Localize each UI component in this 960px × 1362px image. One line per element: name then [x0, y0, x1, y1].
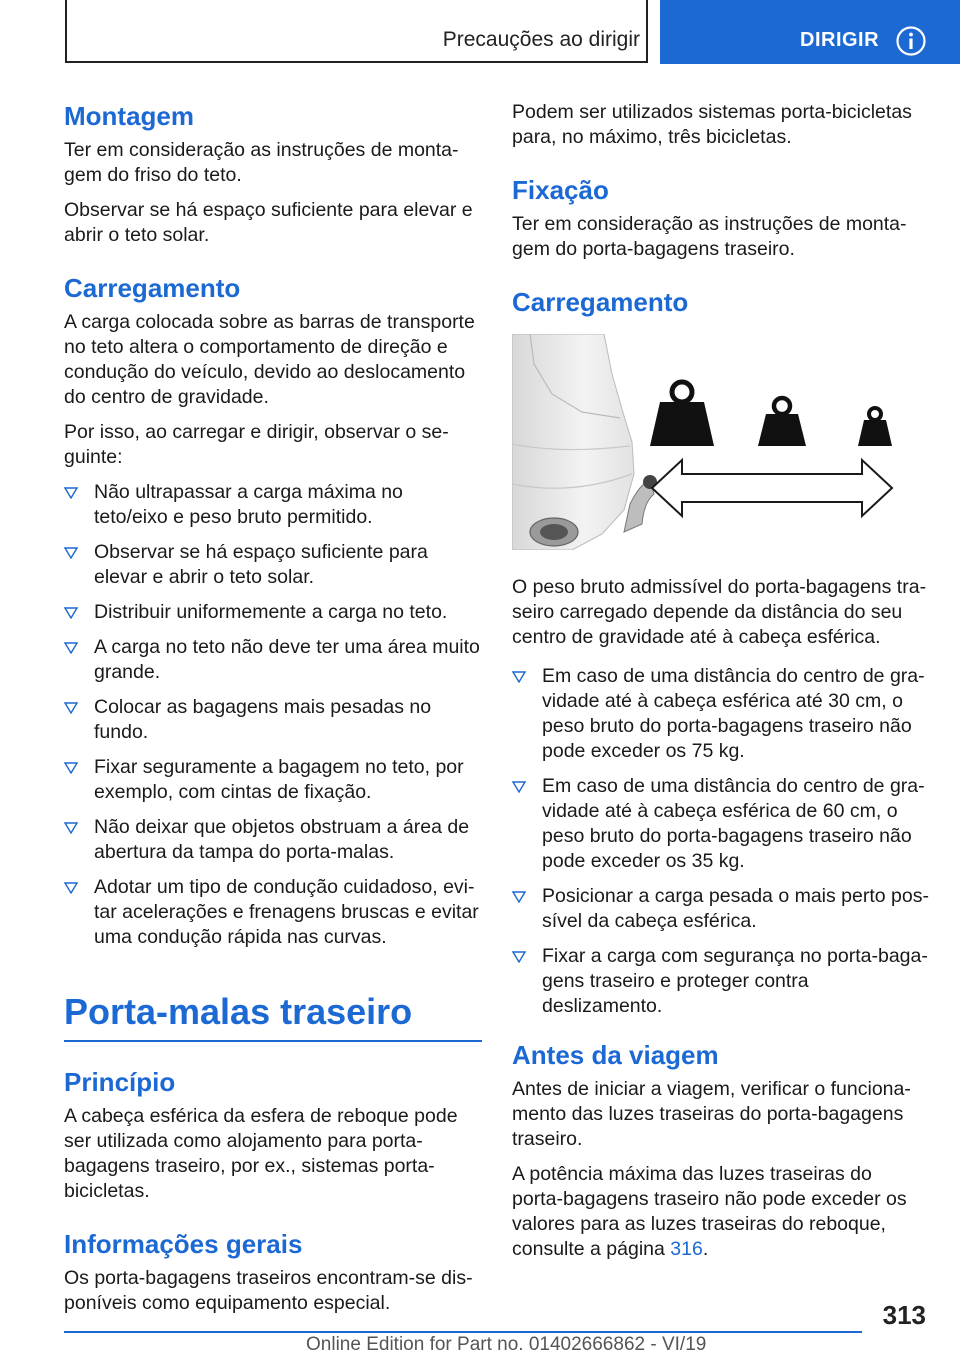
triangle-bullet-icon	[64, 882, 78, 894]
chapter-tab[interactable]	[660, 0, 960, 64]
list-item-text: Observar se há espaço suficiente para elevar e abrir o teto solar.	[94, 541, 428, 588]
list-item-text: A carga no teto não deve ter uma área muito grande.	[94, 636, 480, 683]
triangle-bullet-icon	[512, 671, 526, 683]
triangle-bullet-icon	[64, 607, 78, 619]
list-item	[64, 815, 482, 865]
list-item	[64, 695, 482, 745]
heading-carregamento: Carregamento	[64, 273, 241, 303]
list-item-text: Não ultrapassar a carga máxima no teto/eixo e peso bruto permitido.	[94, 481, 403, 528]
list-item	[64, 755, 482, 805]
list-item-text: Em caso de uma distância do centro de gravidade até à cabeça esférica de 60 cm, o peso bruto do porta-bagagens traseiro não pode exceder os 35 kg.	[542, 775, 925, 872]
list-item-text: Em caso de uma distância do centro de gravidade até à cabeça esférica até 30 cm, o peso bruto do porta-bagagens traseiro não pode exceder os 75 kg.	[542, 665, 925, 762]
heading-montagem: Montagem	[64, 101, 194, 131]
list-item-text: Fixar seguramente a bagagem no teto, por exemplo, com cintas de fixação.	[94, 756, 464, 803]
heading-informacoes-gerais: Informações gerais	[64, 1229, 303, 1259]
bullet-list	[64, 480, 482, 950]
tow-hitch-load-illustration	[512, 334, 930, 550]
footer-rule	[64, 1331, 862, 1333]
list-item	[64, 480, 482, 530]
info-icon[interactable]	[895, 25, 927, 57]
triangle-bullet-icon	[64, 762, 78, 774]
list-item-text: Não deixar que objetos obstruam a área de abertura da tampa do porta-malas.	[94, 816, 470, 863]
triangle-bullet-icon	[512, 891, 526, 903]
figure-caption: O peso bruto admissível do porta-bagagens traseiro carregado depende da distância do seu centro de gravidade até à cabeça esférica.	[512, 576, 927, 648]
heading-carregamento-traseiro: Carregamento	[512, 287, 689, 317]
list-item-text: Distribuir uniformemente a carga no teto.	[94, 601, 448, 623]
paragraph: Os porta-bagagens traseiros encontram-se disponíveis como equipamento especial.	[64, 1267, 473, 1314]
list-item	[512, 944, 930, 1019]
page-number: 313	[882, 1300, 926, 1330]
edition-footer: Online Edition for Part no. 01402666862 - VI/19	[306, 1334, 707, 1355]
heading-antes-da-viagem: Antes da viagem	[512, 1040, 719, 1070]
list-item-text: Fixar a carga com segurança no porta-bagagens traseiro e proteger contra deslizamento.	[542, 945, 928, 1017]
paragraph-text: A potência máxima das luzes traseiras do porta-bagagens traseiro não pode exceder os valores para as luzes traseiras do reboque, consulte a página	[512, 1163, 907, 1260]
triangle-bullet-icon	[64, 547, 78, 559]
list-item	[64, 875, 482, 950]
triangle-bullet-icon	[64, 642, 78, 654]
list-item-text: Adotar um tipo de condução cuidadoso, evitar acelerações e frenagens bruscas e evitar uma condução rápida nas curvas.	[94, 876, 479, 948]
triangle-bullet-icon	[64, 487, 78, 499]
paragraph	[512, 1162, 930, 1262]
paragraph: Podem ser utilizados sistemas porta-bicicletas para, no máximo, três bicicletas.	[512, 101, 912, 148]
paragraph: Antes de iniciar a viagem, verificar o funcionamento das luzes traseiras do porta-bagagens traseiro.	[512, 1078, 911, 1150]
triangle-bullet-icon	[64, 822, 78, 834]
paragraph: Ter em consideração as instruções de montagem do friso do teto.	[64, 139, 459, 186]
list-item-text: Colocar as bagagens mais pesadas no fundo.	[94, 696, 432, 743]
section-title: Precauções ao dirigir	[442, 28, 640, 51]
list-item	[64, 600, 482, 625]
list-item-text: Posicionar a carga pesada o mais perto possível da cabeça esférica.	[542, 885, 929, 932]
list-item	[512, 884, 930, 934]
triangle-bullet-icon	[64, 702, 78, 714]
right-column	[512, 100, 930, 1272]
paragraph: A cabeça esférica da esfera de reboque pode ser utilizada como alojamento para porta-bagagens traseiro, por ex., sistemas porta-bicicletas.	[64, 1105, 458, 1202]
page-reference-link[interactable]: 316	[670, 1238, 703, 1260]
list-item	[512, 774, 930, 874]
section-heading-rule	[64, 990, 482, 1042]
paragraph: A carga colocada sobre as barras de transporte no teto altera o comportamento de direção e condução do veículo, devido ao deslocamento do centro de gravidade.	[64, 311, 475, 408]
page-header	[0, 0, 960, 66]
heading-principio: Princípio	[64, 1067, 176, 1097]
list-item	[64, 540, 482, 590]
bullet-list	[512, 664, 930, 1019]
paragraph: Observar se há espaço suficiente para elevar e abrir o teto solar.	[64, 199, 473, 246]
triangle-bullet-icon	[512, 951, 526, 963]
triangle-bullet-icon	[512, 781, 526, 793]
paragraph-end: .	[702, 1238, 709, 1260]
chapter-tab-label: DIRIGIR	[800, 29, 880, 51]
list-item	[64, 635, 482, 685]
left-column	[64, 100, 482, 1326]
heading-porta-malas-traseiro: Porta-malas traseiro	[64, 991, 413, 1032]
paragraph: Por isso, ao carregar e dirigir, observar o seguinte:	[64, 421, 449, 468]
list-item	[512, 664, 930, 764]
paragraph: Ter em consideração as instruções de montagem do porta-bagagens traseiro.	[512, 213, 907, 260]
heading-fixacao: Fixação	[512, 175, 609, 205]
